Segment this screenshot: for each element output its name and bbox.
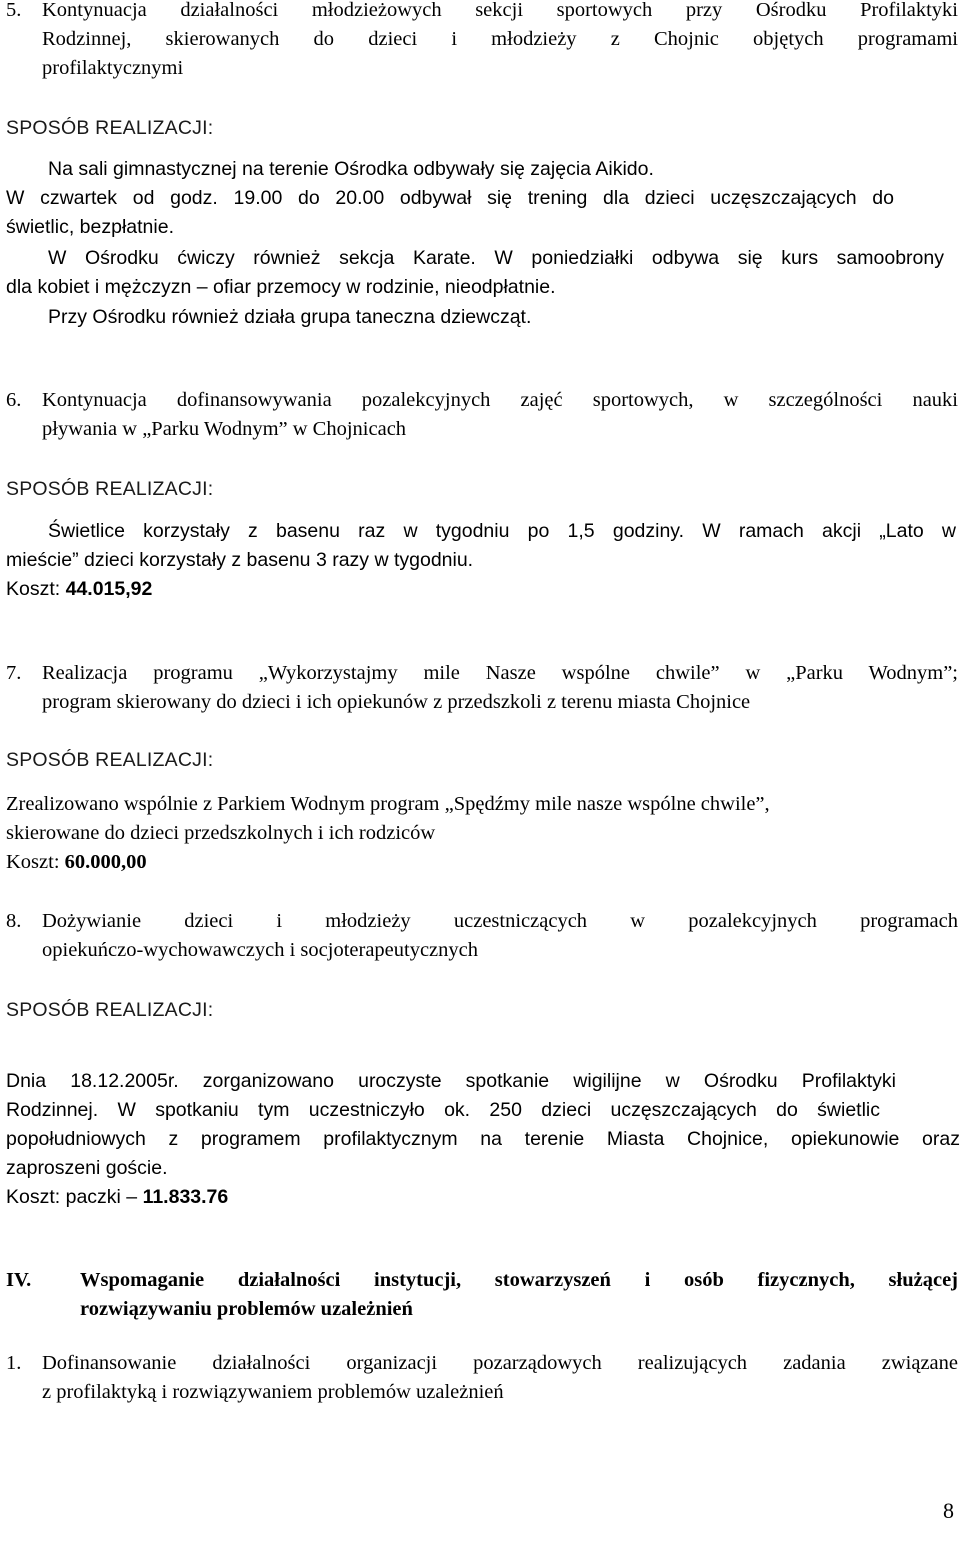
section-6-title-line: Kontynuacja dofinansowywania pozalekcyjnych zajęć sportowych, w szczególności nauki (42, 389, 958, 411)
section-5-body-line: świetlic, bezpłatnie. (6, 216, 174, 238)
section-7-body-line: Zrealizowano wspólnie z Parkiem Wodnym program „Spędźmy mile nasze wspólne chwile”, (6, 793, 770, 815)
page-number: 8 (943, 1498, 954, 1523)
chapter-iv-title-line: rozwiązywaniu problemów uzależnień (80, 1298, 413, 1320)
section-8-body-line: Rodzinnej. W spotkaniu tym uczestniczyło ok. 250 dzieci uczęszczających do świetlic (6, 1099, 880, 1121)
method-label: SPOSÓB REALIZACJI: (6, 999, 214, 1021)
cost-label: Koszt: paczki – (6, 1186, 143, 1208)
section-8-body-line: zaproszeni goście. (6, 1157, 168, 1179)
section-7-title-line: program skierowany do dzieci i ich opiekunów z przedszkoli z terenu miasta Chojnice (42, 691, 751, 713)
section-6-body-line: mieście” dzieci korzystały z basenu 3 razy w tygodniu. (6, 549, 474, 571)
section-5-title-line: Kontynuacja działalności młodzieżowych sekcji sportowych przy Ośrodku Profilaktyki (42, 0, 958, 21)
section-8-title-line: Dożywianie dzieci i młodzieży uczestniczących w pozalekcyjnych programach (42, 910, 958, 932)
item-1-number: 1. (6, 1352, 22, 1374)
section-8-body-line: popołudniowych z programem profilaktycznym na terenie Miasta Chojnice, opiekunowie oraz (6, 1128, 960, 1150)
section-8-body-line: Dnia 18.12.2005r. zorganizowano uroczyste spotkanie wigilijne w Ośrodku Profilaktyki (6, 1070, 896, 1092)
section-5-title-line: profilaktycznymi (42, 57, 184, 79)
section-5-body-line: Przy Ośrodku również działa grupa taneczna dziewcząt. (48, 306, 532, 328)
section-7-cost (6, 848, 147, 877)
section-6-body-line: Świetlice korzystały z basenu raz w tygodniu po 1,5 godziny. W ramach akcji „Lato w (48, 520, 956, 542)
section-7-number: 7. (6, 662, 22, 684)
cost-label: Koszt: (6, 578, 66, 600)
section-5-number: 5. (6, 0, 22, 21)
section-6-cost (6, 575, 152, 604)
section-5-body-line: dla kobiet i mężczyzn – ofiar przemocy w rodzinie, nieodpłatnie. (6, 276, 556, 298)
section-5-body-line: W czwartek od godz. 19.00 do 20.00 odbywał się trening dla dzieci uczęszczających do (6, 187, 894, 209)
method-label: SPOSÓB REALIZACJI: (6, 117, 214, 139)
cost-value: 60.000,00 (64, 851, 147, 873)
method-label: SPOSÓB REALIZACJI: (6, 478, 214, 500)
section-5-title-line: Rodzinnej, skierowanych do dzieci i młodzieży z Chojnic objętych programami (42, 28, 958, 50)
section-6-title-line: pływania w „Parku Wodnym” w Chojnicach (42, 418, 407, 440)
section-8-cost (6, 1183, 228, 1212)
section-8-title-line: opiekuńczo-wychowawczych i socjoterapeutycznych (42, 939, 479, 961)
section-7-title-line: Realizacja programu „Wykorzystajmy mile Nasze wspólne chwile” w „Parku Wodnym”; (42, 662, 958, 684)
cost-value: 44.015,92 (65, 578, 153, 600)
chapter-iv-number: IV. (6, 1269, 32, 1291)
item-1-title-line: Dofinansowanie działalności organizacji pozarządowych realizujących zadania związane (42, 1352, 958, 1374)
item-1-title-line: z profilaktyką i rozwiązywaniem problemów uzależnień (42, 1381, 504, 1403)
section-7-body-line: skierowane do dzieci przedszkolnych i ich rodziców (6, 822, 436, 844)
section-6-number: 6. (6, 389, 22, 411)
section-8-number: 8. (6, 910, 22, 932)
cost-label: Koszt: (6, 851, 65, 873)
cost-value: 11.833.76 (142, 1186, 229, 1208)
chapter-iv-title-line: Wspomaganie działalności instytucji, stowarzyszeń i osób fizycznych, służącej (80, 1269, 958, 1291)
section-5-body-line: Na sali gimnastycznej na terenie Ośrodka odbywały się zajęcia Aikido. (48, 158, 654, 180)
method-label: SPOSÓB REALIZACJI: (6, 749, 214, 771)
section-5-body-line: W Ośrodku ćwiczy również sekcja Karate. W poniedziałki odbywa się kurs samoobrony (48, 247, 944, 269)
